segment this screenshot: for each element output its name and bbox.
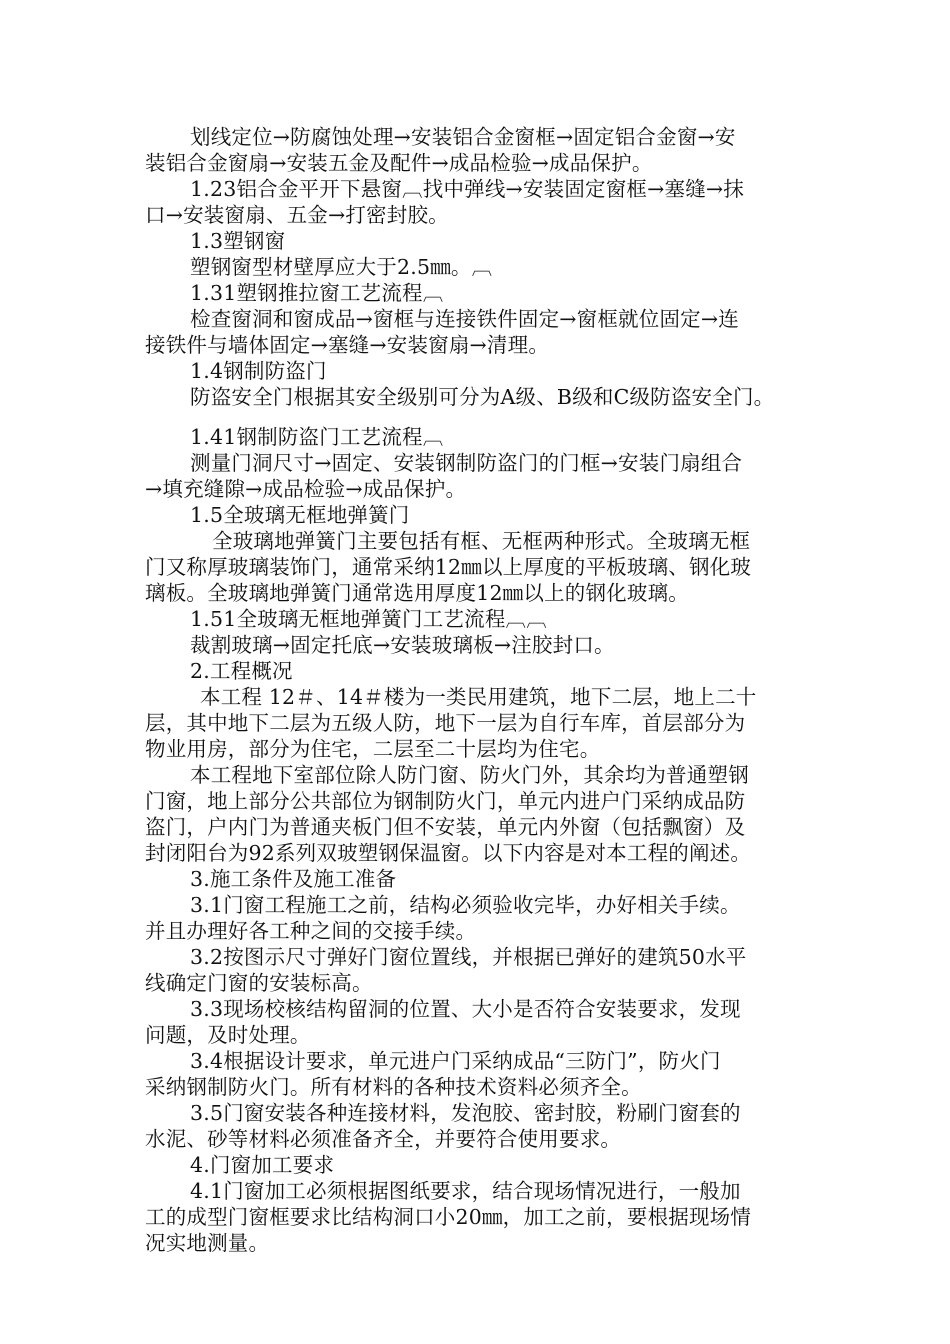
- text-line: →填充缝隙→成品检验→成品保护。: [145, 477, 467, 501]
- text-line: 3.4根据设计要求，单元进户门采纳成品“三防门”，防火门: [190, 1049, 721, 1073]
- section-heading: 1.5全玻璃无框地弹簧门: [190, 503, 410, 527]
- section-heading: 1.31塑钢推拉窗工艺流程︹: [190, 281, 444, 305]
- text-line: 况实地测量。: [145, 1231, 270, 1255]
- section-heading: 2.工程概况: [190, 659, 293, 683]
- text-line: 璃板。全玻璃地弹簧门通常选用厚度12㎜以上的钢化玻璃。: [145, 581, 689, 605]
- text-line: 本工程地下室部位除人防门窗、防火门外，其余均为普通塑钢: [190, 763, 749, 787]
- text-line: 线确定门窗的安装标高。: [145, 971, 373, 995]
- text-line: 本工程 12＃、14＃楼为一类民用建筑，地下二层，地上二十: [200, 685, 757, 709]
- text-line: 盗门，户内门为普通夹板门但不安装，单元内外窗（包括飘窗）及: [145, 815, 746, 839]
- section-heading: 1.3塑钢窗: [190, 229, 286, 253]
- text-line: 测量门洞尺寸→固定、安装钢制防盗门的门框→安装门扇组合: [190, 451, 743, 475]
- section-heading: 1.51全玻璃无框地弹簧门工艺流程︹︹: [190, 607, 547, 631]
- text-line: 采纳钢制防火门。所有材料的各种技术资料必须齐全。: [145, 1075, 642, 1099]
- text-line: 层，其中地下二层为五级人防，地下一层为自行车库，首层部分为: [145, 711, 746, 735]
- text-line: 封闭阳台为92系列双玻塑钢保温窗。以下内容是对本工程的阐述。: [145, 841, 752, 865]
- text-line: 全玻璃地弹簧门主要包括有框、无框两种形式。全玻璃无框: [212, 529, 751, 553]
- text-line: 3.3现场校核结构留洞的位置、大小是否符合安装要求，发现: [190, 997, 741, 1021]
- text-line: 装铝合金窗扇→安装五金及配件→成品检验→成品保护。: [145, 151, 653, 175]
- text-line: 物业用房，部分为住宅，二层至二十层均为住宅。: [145, 737, 601, 761]
- text-line: 门窗，地上部分公共部位为钢制防火门，单元内进户门采纳成品防: [145, 789, 746, 813]
- text-line: 4.1门窗加工必须根据图纸要求，结合现场情况进行，一般加: [190, 1179, 741, 1203]
- text-line: 3.5门窗安装各种连接材料，发泡胶、密封胶，粉刷门窗套的: [190, 1101, 741, 1125]
- text-line: 工的成型门窗框要求比结构洞口小20㎜，加工之前，要根据现场情: [145, 1205, 752, 1229]
- text-line: 防盗安全门根据其安全级别可分为A级、B级和C级防盗安全门。: [190, 385, 775, 409]
- text-line: 裁割玻璃→固定托底→安装玻璃板→注胶封口。: [190, 633, 615, 657]
- text-line: 划线定位→防腐蚀处理→安装铝合金窗框→固定铝合金窗→安: [190, 125, 736, 149]
- text-line: 门又称厚玻璃装饰门，通常采纳12㎜以上厚度的平板玻璃、钢化玻: [145, 555, 752, 579]
- text-line: 问题，及时处理。: [145, 1023, 311, 1047]
- section-heading: 1.41钢制防盗门工艺流程︹: [190, 425, 444, 449]
- section-heading: 3.施工条件及施工准备: [190, 867, 397, 891]
- text-line: 接铁件与墙体固定→塞缝→安装窗扇→清理。: [145, 333, 550, 357]
- text-line: 水泥、砂等材料必须准备齐全，并要符合使用要求。: [145, 1127, 622, 1151]
- section-heading: 1.4钢制防盗门: [190, 359, 327, 383]
- section-heading: 4.门窗加工要求: [190, 1153, 335, 1177]
- text-line: 塑钢窗型材壁厚应大于2.5㎜。︹: [190, 255, 493, 279]
- text-line: 3.1门窗工程施工之前，结构必须验收完毕，办好相关手续。: [190, 893, 741, 917]
- text-line: 1.23铝合金平开下悬窗︹找中弹线→安装固定窗框→塞缝→抹: [190, 177, 744, 201]
- text-line: 口→安装窗扇、五金→打密封胶。: [145, 203, 449, 227]
- text-line: 并且办理好各工种之间的交接手续。: [145, 919, 477, 943]
- text-line: 3.2按图示尺寸弹好门窗位置线，并根据已弹好的建筑50水平: [190, 945, 747, 969]
- text-line: 检查窗洞和窗成品→窗框与连接铁件固定→窗框就位固定→连: [190, 307, 739, 331]
